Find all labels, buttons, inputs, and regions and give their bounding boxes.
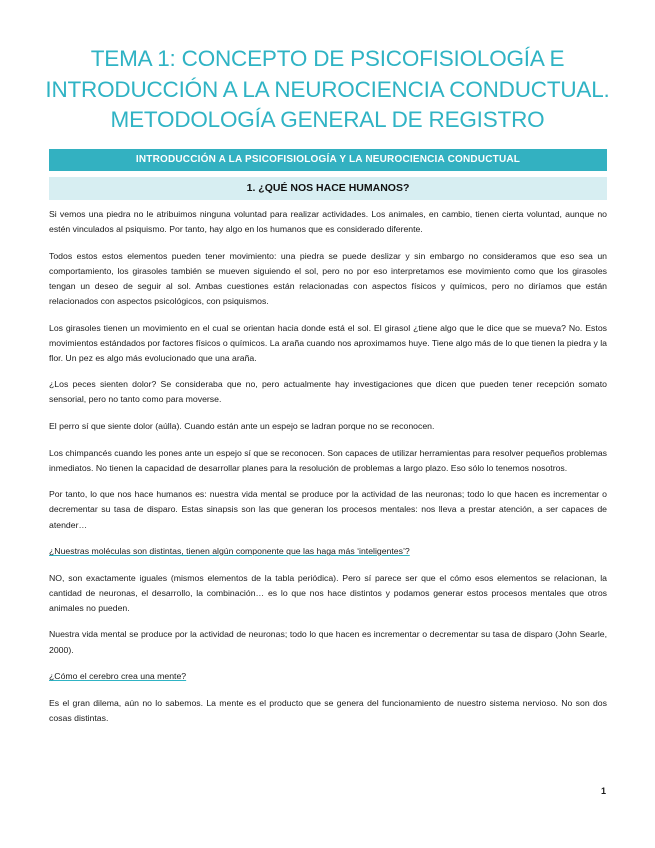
page-title [40,44,615,136]
title-line: TEMA 1: CONCEPTO DE PSICOFISIOLOGÍA E [90,46,565,71]
question-heading: ¿Nuestras moléculas son distintas, tienen algún componente que las haga más ‘inteligentes’? [49,546,410,557]
paragraph: Por tanto, lo que nos hace humanos es: nuestra vida mental se produce por la actividad de las neuronas; todo lo que hacen es incrementar o decrementar su tasa de disparo. Estas sinapsis son las que generan los procesos mentales: nos lleva a prestar atención, a ser capaces de atender… [49,489,607,530]
subsection-heading: 1. ¿QUÉ NOS HACE HUMANOS? [49,177,607,200]
paragraph: El perro sí que siente dolor (aúlla). Cuando están ante un espejo se ladran porque no se reconocen. [49,421,435,432]
paragraph: Los girasoles tienen un movimiento en el cual se orientan hacia donde está el sol. El girasol ¿tiene algo que le dice que se mueva? No. Estos movimientos estándados por factores físicos o químicos. La araña cuando nos aproximamos huye. Tiene algo más de lo que tienen la piedra y la flor. Un pez es algo más evolucionado que una araña. [49,322,607,363]
paragraph: NO, son exactamente iguales (mismos elementos de la tabla periódica). Pero sí parece ser que el cómo esos elementos se relacionan, la cantidad de neuronas, el desarrollo, la combinación… es lo que nos hace distintos y podamos generar estos procesos mentales que otros animales no pueden. [49,572,607,613]
paragraph: Todos estos estos elementos pueden tener movimiento: una piedra se puede deslizar y sin embargo no consideramos que eso sea un comportamiento, los girasoles también se mueven siguiendo el sol, pero no por eso interpretamos ese movimiento como que los girasoles tengan un deseo de seguir al sol. Ambas cuestiones están relacionadas con aspectos físicos y químicos, pero no diríamos que están relacionados con aspectos psicológicos, con psiquismos. [49,250,607,306]
title-line: INTRODUCCIÓN A LA NEUROCIENCIA CONDUCTUAL. [45,76,610,102]
paragraph: Es el gran dilema, aún no lo sabemos. La mente es el producto que se genera del funcionamiento de nuestro sistema nervioso. No son dos cosas distintas. [49,697,607,723]
paragraph: Si vemos una piedra no le atribuimos ninguna voluntad para realizar actividades. Los animales, en cambio, tienen cierta voluntad, aunque no estén vinculados al psiquismo. Por tanto, hay algo en los humanos que es considerado diferente. [49,209,607,235]
title-line: METODOLOGÍA GENERAL DE REGISTRO [110,107,545,132]
paragraph: ¿Los peces sienten dolor? Se consideraba que no, pero actualmente hay investigaciones que dicen que pueden tener recepción somato sensorial, pero no tanto como para moverse. [49,379,607,405]
paragraph: Los chimpancés cuando les pones ante un espejo sí que se reconocen. Son capaces de utilizar herramientas para resolver pequeños problemas inmediatos. No tienen la capacidad de desarrollar planes para la resolución de problemas a largo plazo. Eso sólo lo tenemos nosotros. [49,447,607,473]
body-text [49,207,607,737]
page-number: 1 [600,786,606,796]
question-heading: ¿Cómo el cerebro crea una mente? [49,671,187,682]
paragraph: Nuestra vida mental se produce por la actividad de neuronas; todo lo que hacen es incrementar o decrementar su tasa de disparo (John Searle, 2000). [49,629,607,655]
section-heading: INTRODUCCIÓN A LA PSICOFISIOLOGÍA Y LA NEUROCIENCIA CONDUCTUAL [49,149,607,171]
